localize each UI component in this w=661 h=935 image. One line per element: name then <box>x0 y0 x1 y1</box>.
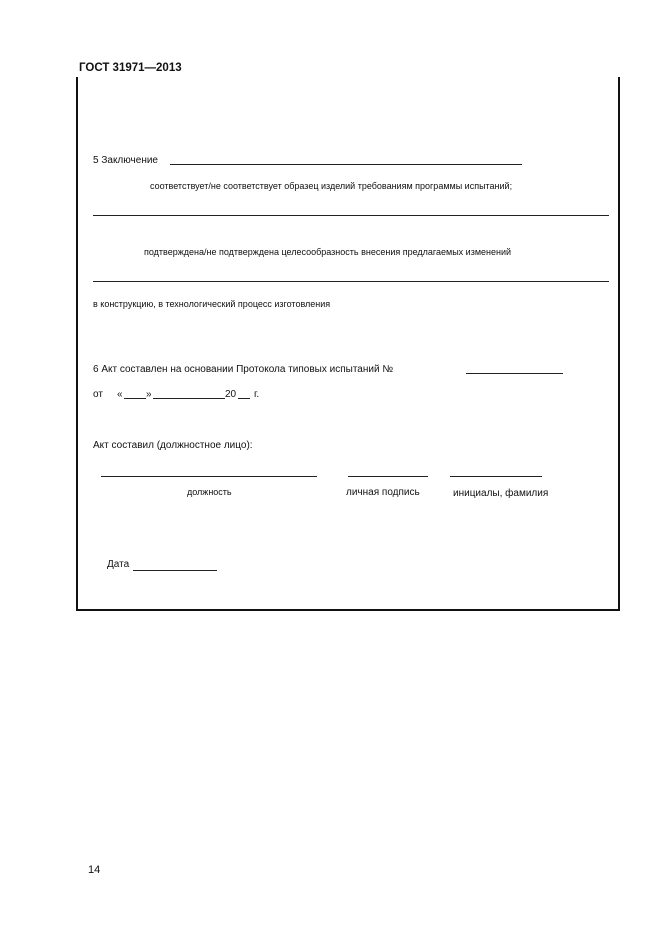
name-input-line[interactable] <box>450 476 542 477</box>
conclusion-input-line[interactable] <box>170 164 522 165</box>
date-input-line[interactable] <box>133 570 217 571</box>
frame-right-border <box>618 77 620 611</box>
document-code: ГОСТ 31971—2013 <box>79 62 182 74</box>
signature-input-line[interactable] <box>348 476 428 477</box>
confirmation-hint: подтверждена/не подтверждена целесообразность внесения предлагаемых изменений <box>144 247 512 257</box>
act-basis-text: 6 Акт составлен на основании Протокола типовых испытаний № <box>93 364 394 375</box>
year-prefix: 20 <box>225 389 237 400</box>
compliance-hint: соответствует/не соответствует образец изделий требованиям программы испытаний; <box>150 181 513 191</box>
date-label: Дата <box>107 559 130 570</box>
year-suffix: г. <box>254 389 260 400</box>
name-label: инициалы, фамилия <box>453 488 549 499</box>
day-input-line[interactable] <box>124 398 146 399</box>
date-open-quote: « <box>117 389 123 400</box>
position-input-line[interactable] <box>101 476 317 477</box>
position-label: должность <box>187 487 232 497</box>
date-prefix: от <box>93 389 103 400</box>
month-input-line[interactable] <box>153 398 225 399</box>
page-number: 14 <box>88 864 101 876</box>
conclusion-label: 5 Заключение <box>93 155 158 166</box>
frame-left-border <box>76 77 78 611</box>
protocol-number-line[interactable] <box>466 373 563 374</box>
compiled-by-label: Акт составил (должностное лицо): <box>93 440 253 451</box>
year-input-line[interactable] <box>238 398 250 399</box>
confirmation-input-line[interactable] <box>93 281 609 282</box>
date-close-quote: » <box>146 389 152 400</box>
frame-bottom-border <box>76 609 620 611</box>
scope-text: в конструкцию, в технологический процесс изготовления <box>93 299 331 309</box>
signature-label: личная подпись <box>346 487 420 498</box>
compliance-input-line[interactable] <box>93 215 609 216</box>
